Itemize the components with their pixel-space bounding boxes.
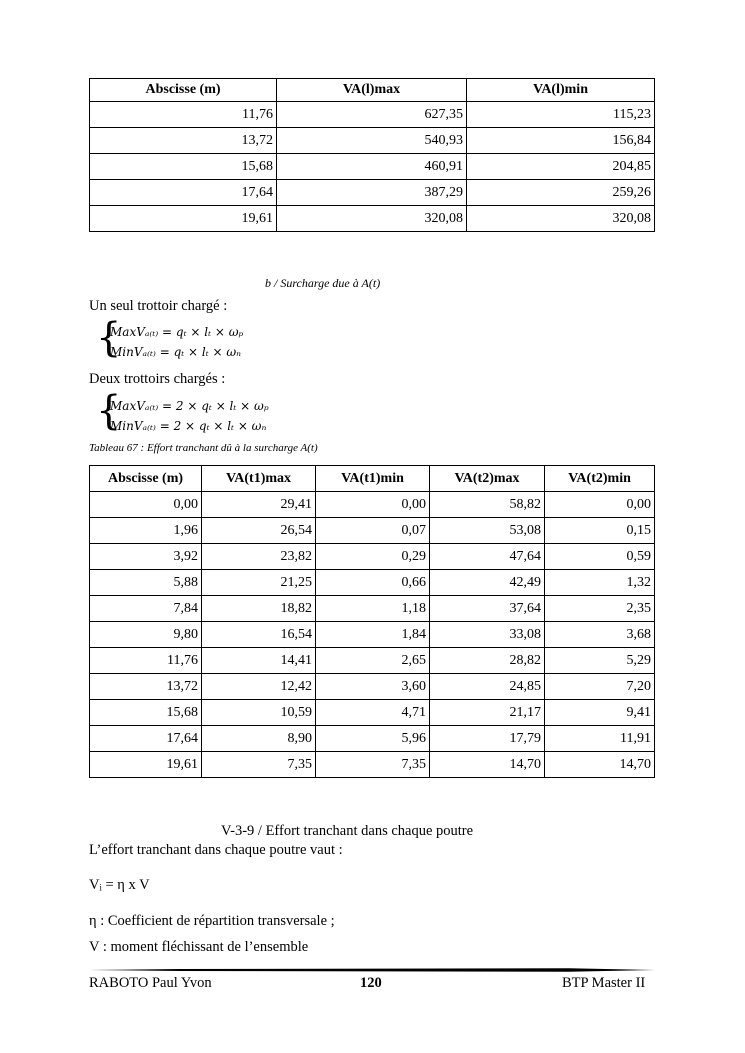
- table-cell: 3,68: [545, 622, 655, 648]
- table-cell: 14,70: [430, 752, 545, 778]
- table-cell: 9,80: [90, 622, 202, 648]
- table-cell: 3,92: [90, 544, 202, 570]
- col-header: VA(t1)max: [202, 466, 316, 492]
- table-cell: 28,82: [430, 648, 545, 674]
- table-header-row: [90, 466, 655, 492]
- table-header-row: [90, 79, 655, 102]
- table-cell: 7,20: [545, 674, 655, 700]
- table-cell: 24,85: [430, 674, 545, 700]
- footer-rule: [89, 968, 655, 971]
- table-cell: 16,54: [202, 622, 316, 648]
- table-cell: 17,79: [430, 726, 545, 752]
- table-cell: 540,93: [277, 128, 467, 154]
- col-header: VA(t2)max: [430, 466, 545, 492]
- table-row: [90, 622, 655, 648]
- table-cell: 29,41: [202, 492, 316, 518]
- table-cell: 15,68: [90, 700, 202, 726]
- definition-eta: η : Coefficient de répartition transversale ;: [89, 913, 335, 929]
- col-header: VA(t1)min: [316, 466, 430, 492]
- table-cell: 11,76: [90, 648, 202, 674]
- table-cell: 460,91: [277, 154, 467, 180]
- table-cell: 19,61: [90, 206, 277, 232]
- table-cell: 37,64: [430, 596, 545, 622]
- table-row: [90, 518, 655, 544]
- table-row: [90, 752, 655, 778]
- table-row: [90, 128, 655, 154]
- table-shear-load-at: [89, 465, 655, 778]
- table-cell: 204,85: [467, 154, 655, 180]
- table-cell: 17,64: [90, 726, 202, 752]
- table-cell: 42,49: [430, 570, 545, 596]
- table-cell: 26,54: [202, 518, 316, 544]
- definition-v: V : moment fléchissant de l’ensemble: [89, 939, 309, 955]
- table-cell: 259,26: [467, 180, 655, 206]
- table-cell: 33,08: [430, 622, 545, 648]
- table-cell: 14,41: [202, 648, 316, 674]
- col-header: VA(t2)min: [545, 466, 655, 492]
- table-cell: 11,76: [90, 102, 277, 128]
- table-row: [90, 700, 655, 726]
- table-cell: 10,59: [202, 700, 316, 726]
- table-row: [90, 596, 655, 622]
- table-cell: 7,35: [316, 752, 430, 778]
- table-cell: 320,08: [467, 206, 655, 232]
- table-cell: 0,29: [316, 544, 430, 570]
- brace-symbol: {: [96, 388, 122, 434]
- table-row: [90, 180, 655, 206]
- col-header: Abscisse (m): [90, 466, 202, 492]
- table-cell: 387,29: [277, 180, 467, 206]
- formula-max-double: MaxVₐ₍ₜ₎ = 2 × qₜ × lₜ × ωₚ: [110, 399, 269, 413]
- table-cell: 156,84: [467, 128, 655, 154]
- table-cell: 12,42: [202, 674, 316, 700]
- footer-author: RABOTO Paul Yvon: [89, 975, 212, 991]
- table-cell: 17,64: [90, 180, 277, 206]
- table-row: [90, 648, 655, 674]
- formula-min-single: MinVₐ₍ₜ₎ = qₜ × lₜ × ωₙ: [110, 345, 242, 359]
- col-header: Abscisse (m): [90, 79, 277, 102]
- table-cell: 1,96: [90, 518, 202, 544]
- table-cell: 1,84: [316, 622, 430, 648]
- table-cell: 13,72: [90, 674, 202, 700]
- table-cell: 7,35: [202, 752, 316, 778]
- table-cell: 5,88: [90, 570, 202, 596]
- table-cell: 21,25: [202, 570, 316, 596]
- table-cell: 1,32: [545, 570, 655, 596]
- table-cell: 0,00: [545, 492, 655, 518]
- table-cell: 0,15: [545, 518, 655, 544]
- formula-max-single: MaxVₐ₍ₜ₎ = qₜ × lₜ × ωₚ: [110, 325, 244, 339]
- table-row: [90, 102, 655, 128]
- table-cell: 5,96: [316, 726, 430, 752]
- table-row: [90, 726, 655, 752]
- table-shear-load-l: [89, 78, 655, 232]
- footer-program: BTP Master II: [562, 975, 646, 991]
- table-row: [90, 492, 655, 518]
- two-sidewalks-label: Deux trottoirs chargés :: [89, 371, 226, 387]
- formula-min-double: MinVₐ₍ₜ₎ = 2 × qₜ × lₜ × ωₙ: [110, 419, 267, 433]
- table-cell: 8,90: [202, 726, 316, 752]
- col-header: VA(l)max: [277, 79, 467, 102]
- table-cell: 115,23: [467, 102, 655, 128]
- table-row: [90, 674, 655, 700]
- table-row: [90, 154, 655, 180]
- table-row: [90, 206, 655, 232]
- table-row: [90, 570, 655, 596]
- table-cell: 13,72: [90, 128, 277, 154]
- table-cell: 23,82: [202, 544, 316, 570]
- table-cell: 53,08: [430, 518, 545, 544]
- table-cell: 320,08: [277, 206, 467, 232]
- single-sidewalk-label: Un seul trottoir chargé :: [89, 298, 228, 314]
- table2-caption: Tableau 67 : Effort tranchant dû à la surcharge A(t): [89, 442, 318, 454]
- footer-page-number: 120: [360, 975, 382, 991]
- table-cell: 11,91: [545, 726, 655, 752]
- table-cell: 0,00: [316, 492, 430, 518]
- table-cell: 0,00: [90, 492, 202, 518]
- intro-text: L’effort tranchant dans chaque poutre vaut :: [89, 842, 343, 858]
- table-cell: 21,17: [430, 700, 545, 726]
- table-cell: 4,71: [316, 700, 430, 726]
- section-b-title: b / Surcharge due à A(t): [265, 276, 381, 290]
- section-heading: V-3-9 / Effort tranchant dans chaque poutre: [221, 823, 474, 839]
- table-cell: 14,70: [545, 752, 655, 778]
- table-cell: 3,60: [316, 674, 430, 700]
- table-cell: 1,18: [316, 596, 430, 622]
- table-cell: 19,61: [90, 752, 202, 778]
- table-cell: 0,07: [316, 518, 430, 544]
- table-cell: 627,35: [277, 102, 467, 128]
- table-cell: 9,41: [545, 700, 655, 726]
- table-cell: 0,66: [316, 570, 430, 596]
- table-cell: 0,59: [545, 544, 655, 570]
- table-cell: 18,82: [202, 596, 316, 622]
- table-cell: 5,29: [545, 648, 655, 674]
- col-header: VA(l)min: [467, 79, 655, 102]
- table-cell: 58,82: [430, 492, 545, 518]
- table-cell: 2,65: [316, 648, 430, 674]
- brace-symbol: {: [96, 315, 122, 361]
- equation: Vᵢ = η x V: [89, 877, 150, 893]
- table-row: [90, 544, 655, 570]
- table-cell: 2,35: [545, 596, 655, 622]
- table-cell: 47,64: [430, 544, 545, 570]
- table-cell: 15,68: [90, 154, 277, 180]
- table-cell: 7,84: [90, 596, 202, 622]
